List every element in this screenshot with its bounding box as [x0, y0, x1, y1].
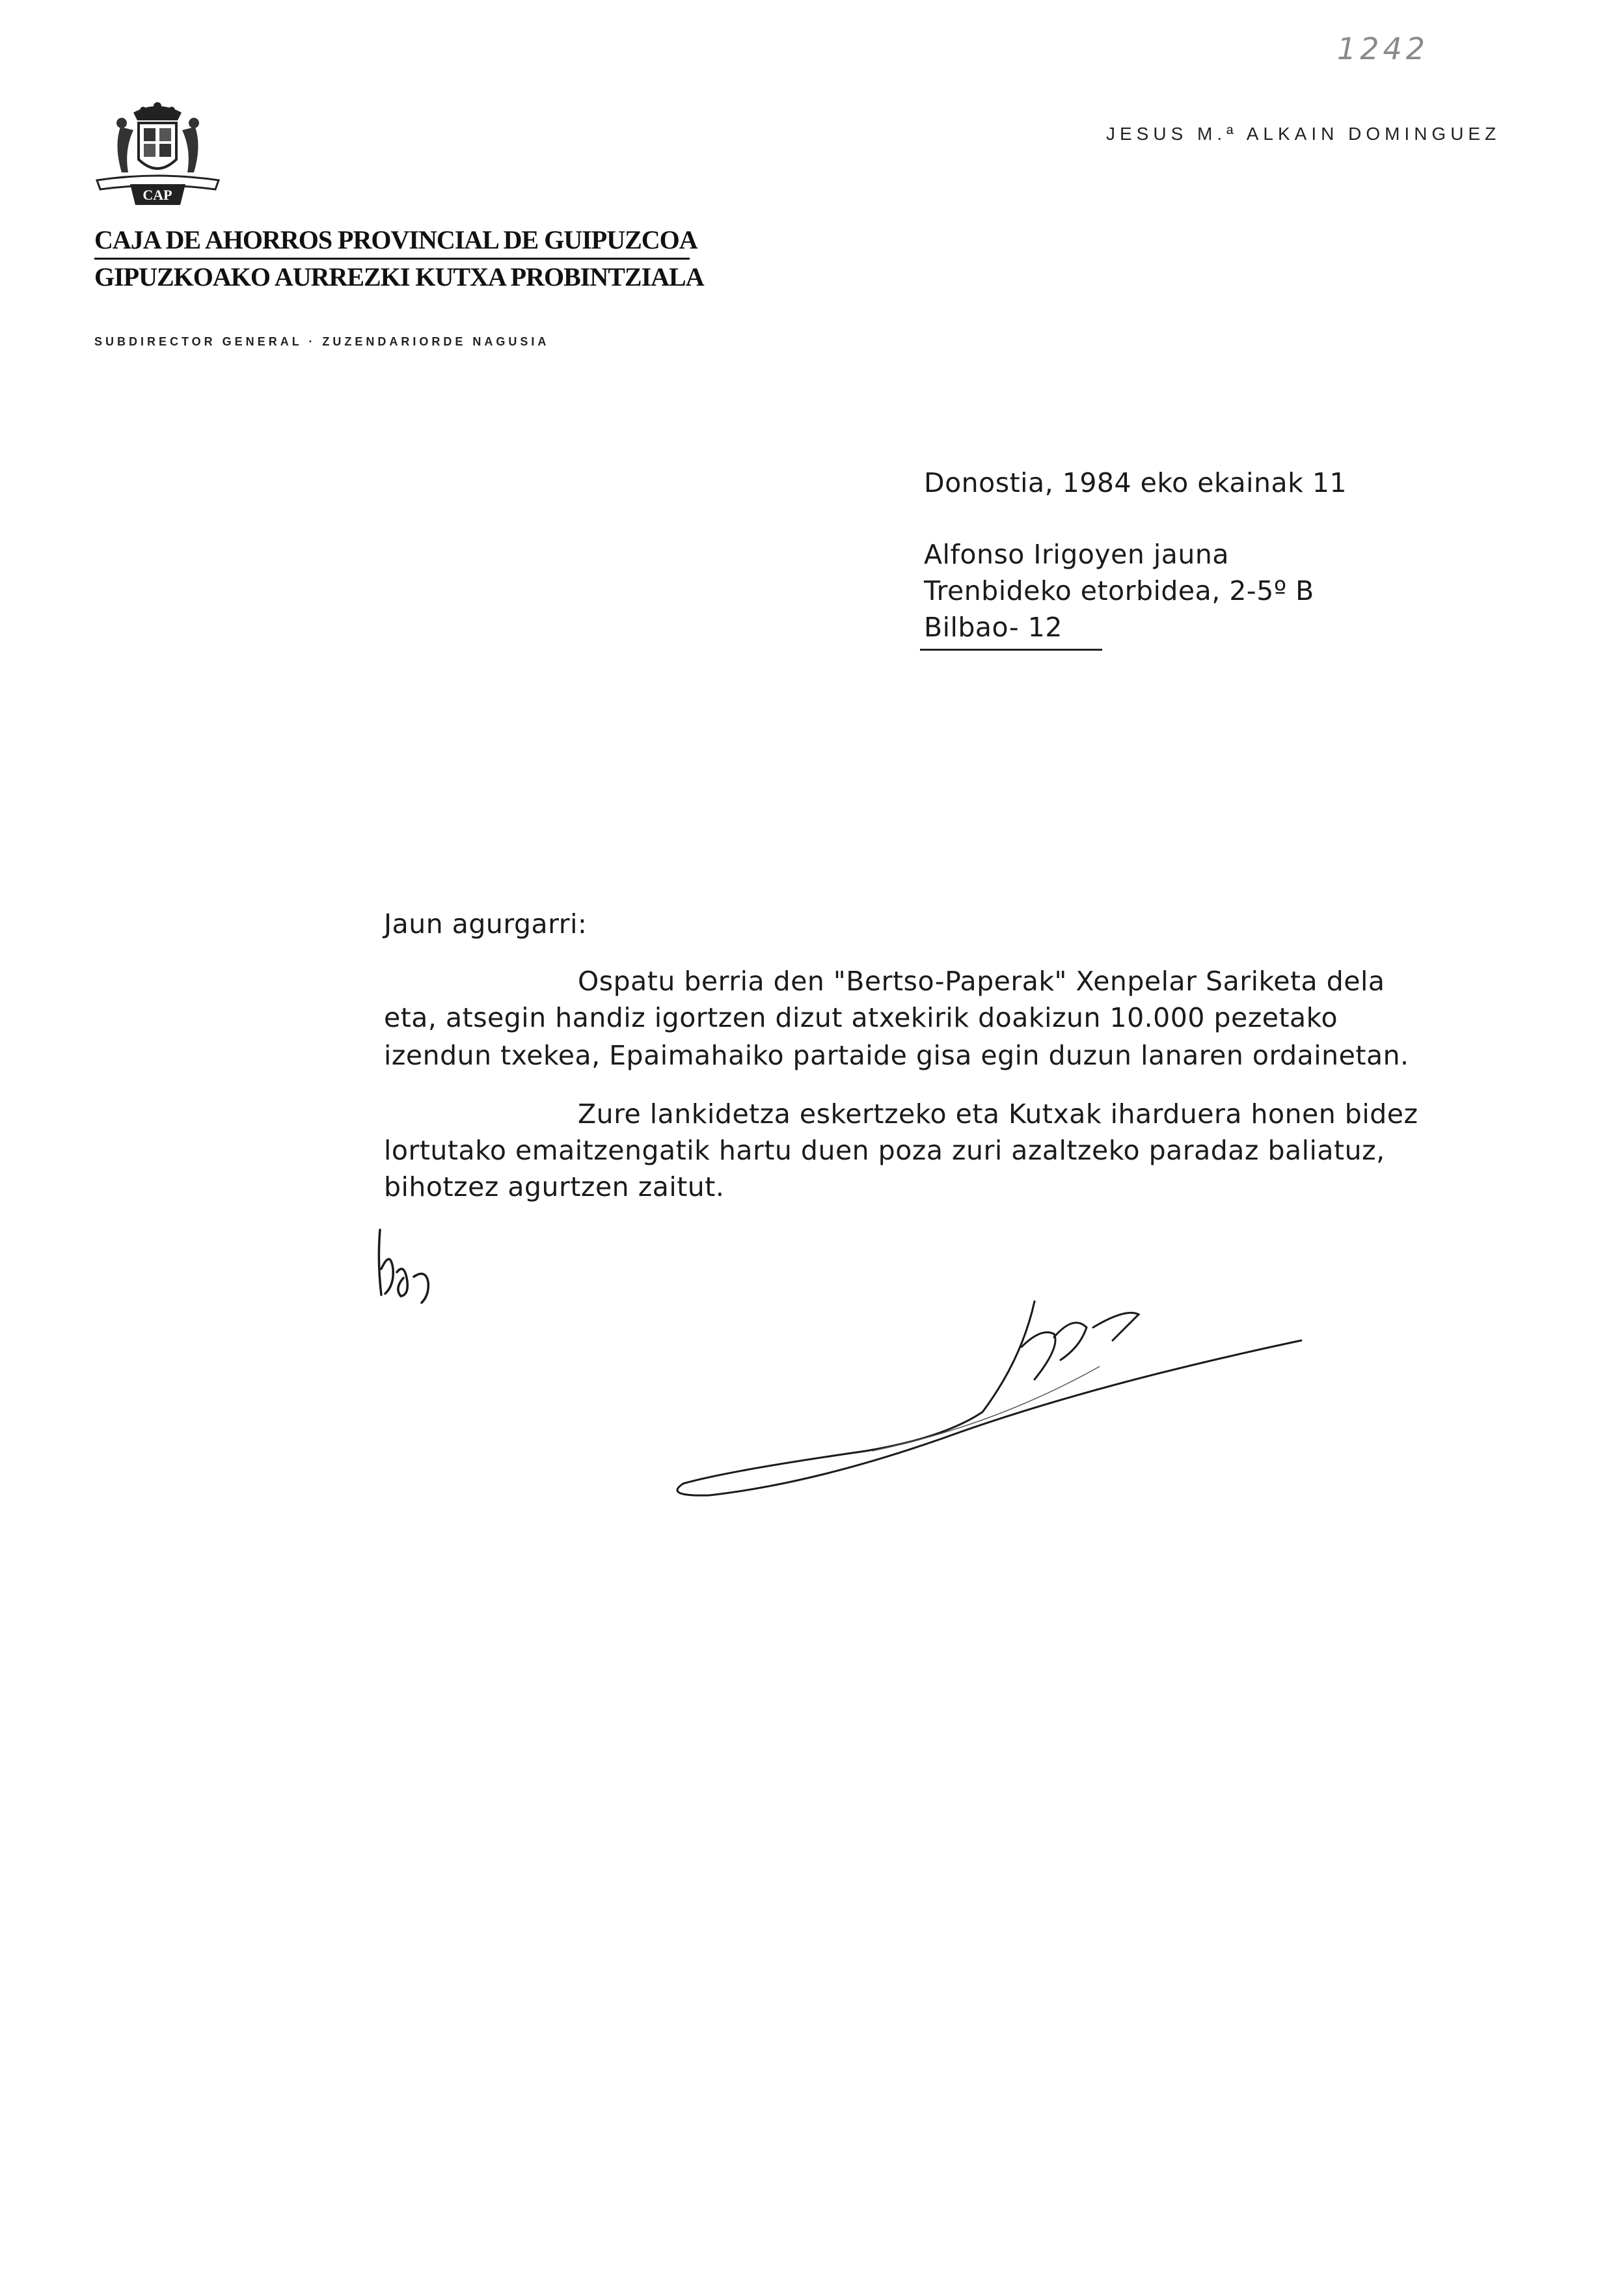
- logo-monogram: CAP: [142, 187, 172, 203]
- paragraph-1-line-2: eta, atsegin handiz igortzen dizut atxekirik doakizun 10.000 pezetako: [384, 1002, 1338, 1033]
- recipient-name: Alfonso Irigoyen jauna: [924, 539, 1229, 570]
- letter-date: Donostia, 1984 eko ekainak 11: [924, 467, 1347, 498]
- paragraph-2-line-3: bihotzez agurtzen zaitut.: [384, 1171, 725, 1202]
- org-name-basque: GIPUZKOAKO AURREZKI KUTXA PROBINTZIALA: [94, 262, 704, 292]
- address-underline: [920, 649, 1102, 651]
- sender-name: JESUS M.ª ALKAIN DOMINGUEZ: [1106, 124, 1501, 144]
- org-name-spanish: CAJA DE AHORROS PROVINCIAL DE GUIPUZCOA: [94, 225, 697, 254]
- paragraph-1-line-3: izendun txekea, Epaimahaiko partaide gisa egin duzun lanaren ordainetan.: [384, 1040, 1409, 1071]
- recipient-city: Bilbao- 12: [924, 612, 1062, 643]
- letterhead-divider: [94, 258, 690, 260]
- sender-position: SUBDIRECTOR GENERAL · ZUZENDARIORDE NAGUSIA: [94, 335, 550, 348]
- paragraph-1-line-1: Ospatu berria den "Bertso-Paperak" Xenpelar Sariketa dela: [578, 966, 1385, 997]
- page-number-annotation: 1242: [1337, 31, 1429, 66]
- paragraph-2-line-2: lortutako emaitzengatik hartu duen poza zuri azaltzeko paradaz baliatuz,: [384, 1135, 1385, 1166]
- signature: [670, 1288, 1321, 1503]
- coat-of-arms-logo: [94, 101, 221, 208]
- salutation: Jaun agurgarri:: [384, 908, 588, 940]
- handwritten-initials: [371, 1223, 442, 1308]
- paragraph-2-line-1: Zure lankidetza eskertzeko eta Kutxak iharduera honen bidez: [578, 1098, 1418, 1130]
- recipient-street: Trenbideko etorbidea, 2-5º B: [924, 575, 1314, 606]
